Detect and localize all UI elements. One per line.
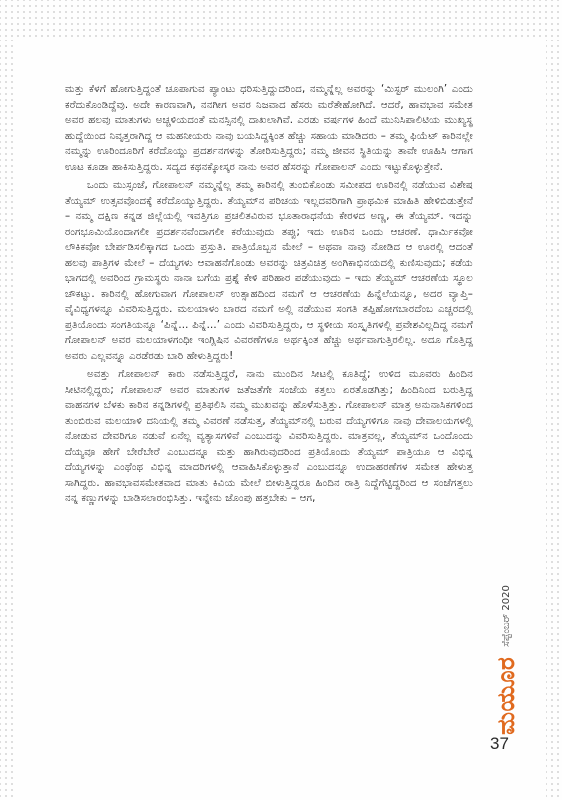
paragraph-3: ಅವತ್ತು ಗೋಪಾಲನ್ ಕಾರು ನಡೆಸುತ್ತಿದ್ದರೆ, ನಾನು ಮುಂದಿನ ಸೀಟಲ್ಲಿ ಕೂತಿದ್ದೆ; ಉಳಿದ ಮೂವರು ಹಿಂದಿನ ಸೀಟಿನಲ್ಲಿದ್ದರು; ಗೋಪಾಲನ್ ಅವರ ಮಾತುಗಳ ಜತೆಜತೆಗೇ ಸಂಜೆಯ ಕತ್ತಲು ಏರತೊಡಗಿತ್ತು; ಹಿಂದಿನಿಂದ ಬರುತ್ತಿದ್ದ ವಾಹನಗಳ ಬೆಳಕು ಕಾರಿನ ಕನ್ನಡಿಗಳಲ್ಲಿ ಪ್ರತಿಫಲಿಸಿ ನಮ್ಮ ಮುಖವನ್ನು ಹೊಳೆಸುತ್ತಿತ್ತು. ಗೋಪಾಲನ್ ಮಾತ್ರ ಅನುನಾಸಿಕಗಳಿಂದ ತುಂಬಿರುವ ಮಲಯಾಳಿ ದನಿಯಲ್ಲಿ ತಮ್ಮ ವಿವರಣೆ ನಡೆಸುತ್ತ, ತೆಯ್ಯಮ್‌ನಲ್ಲಿ ಬರುವ ದೆಯ್ಯಗಳಿಗೂ ನಾವು ದೇವಾಲಯಗಳಲ್ಲಿ ನೋಡುವ ದೇವರಿಗೂ ನಡುವೆ ಏನೆಲ್ಲ ವ್ಯತ್ಯಾಸಗಳಿವೆ ಎಂಬುದನ್ನು ವಿವರಿಸುತ್ತಿದ್ದರು. ಮಾತ್ರವಲ್ಲ, ತೆಯ್ಯಮ್‌ನ ಒಂದೊಂದು ದೆಯ್ಯವೂ ಹೇಗೆ ಬೇರೆಬೇರೆ ಎಂಬುದನ್ನೂ ಮತ್ತು ಹಾಗಿರುವುದರಿಂದ ಪ್ರತಿಯೊಂದು ತೆಯ್ಯಮ್ ಪಾತ್ರಿಯೂ ಆ ವಿಭಿನ್ನ ದೆಯ್ಯಗಳನ್ನು ಎಂಥೆಂಥ ವಿಭಿನ್ನ ಮಾದರಿಗಳಲ್ಲಿ ಆವಾಹಿಸಿಕೊಳ್ಳುತ್ತಾನೆ ಎಂಬುದನ್ನೂ ಉದಾಹರಣೆಗಳ ಸಮೇತ ಹೇಳುತ್ತ ಸಾಗಿದ್ದರು. ಹಾವಭಾವಸಮೇತವಾದ ಮಾತು ಕಿವಿಯ ಮೇಲೆ ಬೀಳುತ್ತಿದ್ದರೂ ಹಿಂದಿನ ರಾತ್ರಿ ನಿದ್ದೆಗೆಟ್ಟಿದ್ದರಿಂದ ಆ ಸಂಜೆಗತ್ತಲು ನನ್ನ ಕಣ್ಣುಗಳನ್ನು ಬಾಡಿಸಲಾರಂಭಿಸಿತ್ತು. ಇನ್ನೇನು ಜೊಂಪು ಹತ್ತಬೇಕು – ಆಗ,: [65, 369, 473, 504]
issue-date: ಸೆಪ್ಟೆಂಬರ್ 2020: [500, 585, 512, 647]
page-number: 37: [490, 734, 509, 753]
dotted-border-left: [0, 40, 14, 800]
paragraph-1: ಮತ್ತು ಕೆಳಗೆ ಹೋಗುತ್ತಿದ್ದಂತೆ ಚೂಪಾಗುವ ಪ್ಯಾಂಟು ಧರಿಸುತ್ತಿದ್ದುದರಿಂದ, ನಮ್ಮನ್ನೆಲ್ಲ ಅವರನ್ನು ‘ಮಿಸ್ಟರ್ ಮುಲಂಗಿ’ ಎಂದು ಕರೆದುಕೊಂಡಿದ್ದೆವು. ಅದೇ ಕಾರಣವಾಗಿ, ನನಗೀಗ ಅವರ ನಿಜವಾದ ಹೆಸರು ಮರೆತೇಹೋಗಿದೆ. ಆದರೆ, ಹಾವಭಾವ ಸಮೇತ ಅವರ ಹಲವು ಮಾತುಗಳು ಅಚ್ಚಳಿಯದಂತೆ ಮನಸ್ಸಿನಲ್ಲಿ ದಾಖಲಾಗಿವೆ. ಎರಡು ವರ್ಷಗಳ ಹಿಂದೆ ಮುನಿಸಿಪಾಲಿಟಿಯ ಮುಖ್ಯಸ್ಥ ಹುದ್ದೆಯಿಂದ ನಿವೃತ್ತರಾಗಿದ್ದ ಆ ಮಹನೀಯರು ನಾವು ಬಯಸಿದ್ದಕ್ಕಿಂತ ಹೆಚ್ಚು ಸಹಾಯ ಮಾಡಿದರು – ತಮ್ಮ ಫಿಯೆಟ್ ಕಾರಿನಲ್ಲೇ ನಮ್ಮನ್ನು ಊರಿಂದೂರಿಗೆ ಕರೆದೊಯ್ದು ಪ್ರದರ್ಶನಗಳನ್ನು ತೋರಿಸುತ್ತಿದ್ದರು; ನಮ್ಮ ಜೀವನ ಸ್ಥಿತಿಯನ್ನು ತಾವೇ ಊಹಿಸಿ ಆಗಾಗ ಊಟ ಕೂಡಾ ಹಾಕಿಸುತ್ತಿದ್ದರು. ಸದ್ಯದ ಕಥನಕ್ಕೋಸ್ಕರ ನಾನು ಅವರ ಹೆಸರನ್ನು ಗೋಪಾಲನ್ ಎಂದು ಇಟ್ಟುಕೊಳ್ಳುತ್ತೇನೆ.: [65, 84, 473, 173]
paragraph-2: ಒಂದು ಮುಸ್ಸಂಜೆ, ಗೋಪಾಲನ್ ನಮ್ಮನ್ನೆಲ್ಲ ತಮ್ಮ ಕಾರಿನಲ್ಲಿ ತುಂಬಿಕೊಂಡು ಸಮೀಪದ ಊರಿನಲ್ಲಿ ನಡೆಯುವ ವಿಶೇಷ ತೆಯ್ಯಮ್ ಉತ್ಸವವೊಂದಕ್ಕೆ ಕರೆದೊಯ್ಯುತ್ತಿದ್ದರು. ತೆಯ್ಯಮ್‌ನ ಪರಿಚಯ ಇಲ್ಲದವರಿಗಾಗಿ ಪ್ರಾಥಮಿಕ ಮಾಹಿತಿ ಹೇಳಿಬಿಡುತ್ತೇನೆ – ನಮ್ಮ ದಕ್ಷಿಣ ಕನ್ನಡ ಜಿಲ್ಲೆಯಲ್ಲಿ ಇವತ್ತಿಗೂ ಪ್ರಚಲಿತವಿರುವ ಭೂತಾರಾಧನೆಯ ಕೇರಳದ ಅಣ್ಣ, ಈ ತೆಯ್ಯಮ್. ಇದನ್ನು ರಂಗಭೂಮಿಯೊಂದಾಗಲೀ ಪ್ರದರ್ಶನವೆಂದಾಗಲೀ ಕರೆಯುವುದು ತಪ್ಪು; ಇದು ಊರಿನ ಒಂದು ಆಚರಣೆ. ಧಾರ್ಮಿಕವೋ ಲೌಕಿಕವೋ ಬೇರ್ಪಡಿಸಲಿಕ್ಕಾಗದ ಒಂದು ಪ್ರಸ್ತುತಿ. ಪಾತ್ರಿಯೊಬ್ಬನ ಮೇಲೆ – ಅಥವಾ ನಾವು ನೋಡಿದ ಆ ಊರಲ್ಲಿ ಆದಂತೆ ಹಲವು ಪಾತ್ರಿಗಳ ಮೇಲೆ – ದೆಯ್ಯಗಳು ಆವಾಹನೆಗೊಂಡು ಅವರನ್ನು ಚಿತ್ರವಿಚಿತ್ರ ಅಂಗಿಕಾಭಿನಯದಲ್ಲಿ ಕುಣಿಸುವುದು; ಕಡೆಯ ಭಾಗದಲ್ಲಿ ಅವರಿಂದ ಗ್ರಾಮಸ್ಥರು ನಾನಾ ಬಗೆಯ ಪ್ರಶ್ನೆ ಕೇಳಿ ಪರಿಹಾರ ಪಡೆಯುವುದು – ಇದು ತೆಯ್ಯಮ್ ಆಚರಣೆಯ ಸ್ಥೂಲ ಚೌಕಟ್ಟು. ಕಾರಿನಲ್ಲಿ ಹೋಗುವಾಗ ಗೋಪಾಲನ್ ಉತ್ಸಾಹದಿಂದ ನಮಗೆ ಆ ಆಚರಣೆಯ ಹಿನ್ನೆಲೆಯನ್ನೂ, ಅದರ ವ್ಯಾಪ್ತಿ–ವೈವಿಧ್ಯಗಳನ್ನೂ ವಿವರಿಸುತ್ತಿದ್ದರು. ಮಲಯಾಳಂ ಬಾರದ ನಮಗೆ ಅಲ್ಲಿ ನಡೆಯುವ ಸಂಗತಿ ತಪ್ಪಿಹೋಗಬಾರದೆಂಬ ಎಚ್ಚರದಲ್ಲಿ ಪ್ರತಿಯೊಂದು ಸಂಗತಿಯನ್ನೂ ‘ಪಿನ್ನೆ... ಪಿನ್ನೆ...’ ಎಂದು ವಿವರಿಸುತ್ತಿದ್ದರು, ಆ ಸ್ಥಳೀಯ ಸಂಸ್ಕೃತಿಗಳಲ್ಲಿ ಪ್ರವೇಶವಿಲ್ಲದಿದ್ದ ನಮಗೆ ಗೋಪಾಲನ್ ಅವರ ಮಲಯಾಳಗಂಧೀ ಇಂಗ್ಲಿಷಿನ ವಿವರಣೆಗಳೂ ಅರ್ಥಕ್ಕಿಂತ ಹೆಚ್ಚು ಅರ್ಥವಾಗುತ್ತಿರಲಿಲ್ಲ. ಅದೂ ಗೊತ್ತಿದ್ದ ಅವರು ಎಲ್ಲವನ್ನೂ ಎರಡೆರಡು ಬಾರಿ ಹೇಳುತ್ತಿದ್ದರು!: [65, 180, 473, 362]
article-body: [65, 82, 473, 510]
magazine-side-label: [486, 585, 526, 735]
magazine-brand-logo: ಮಯೂರ: [492, 656, 520, 735]
dotted-border-right: [546, 40, 562, 800]
dotted-border-top: [0, 0, 562, 40]
